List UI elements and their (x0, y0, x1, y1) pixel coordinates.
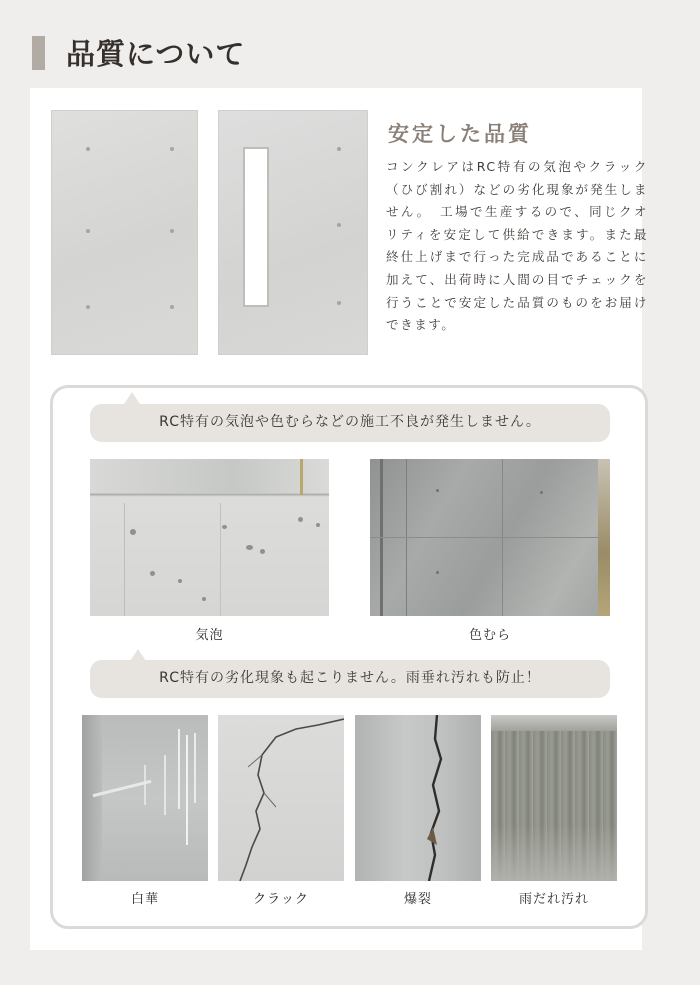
caption-efflorescence: 白華 (130, 892, 159, 907)
photo-rain-streaks (491, 715, 617, 881)
concrete-panel-plain (51, 110, 198, 355)
concrete-panel-slotted (218, 110, 368, 355)
panel-slot-opening (243, 147, 269, 307)
page-title: 品質について (66, 37, 246, 71)
section-body-text: コンクレアはRC特有の気泡やクラック（ひび割れ）などの劣化現象が発生しません。 工場で生産するので、同じクオリティを安定して供給できます。また最終仕上げまで行った完成品であることに加えて、出荷時に人間の目でチェックを行うことで安定した品質のものをお届けできます。 (386, 159, 648, 333)
photo-air-bubbles (90, 459, 329, 616)
spalling-crack-icon (355, 715, 481, 881)
title-accent-bar (32, 36, 45, 70)
speech-bubble-first: RC特有の気泡や色むらなどの施工不良が発生しません。 (90, 404, 610, 442)
photo-crack (218, 715, 344, 881)
section-heading: 安定した品質 (388, 122, 532, 146)
photo-color-unevenness (370, 459, 610, 616)
crack-line-icon (218, 715, 344, 881)
caption-spalling: 爆裂 (403, 892, 432, 907)
bubble-tail-1 (124, 392, 140, 404)
photo-spalling (355, 715, 481, 881)
caption-rain-streaks: 雨だれ汚れ (518, 892, 589, 907)
speech-bubble-second: RC特有の劣化現象も起こりません。雨垂れ汚れも防止！ (90, 660, 610, 698)
caption-air-bubbles: 気泡 (195, 628, 224, 643)
caption-crack: クラック (253, 892, 309, 907)
caption-color-unevenness: 色むら (468, 628, 511, 643)
photo-efflorescence (82, 715, 208, 881)
